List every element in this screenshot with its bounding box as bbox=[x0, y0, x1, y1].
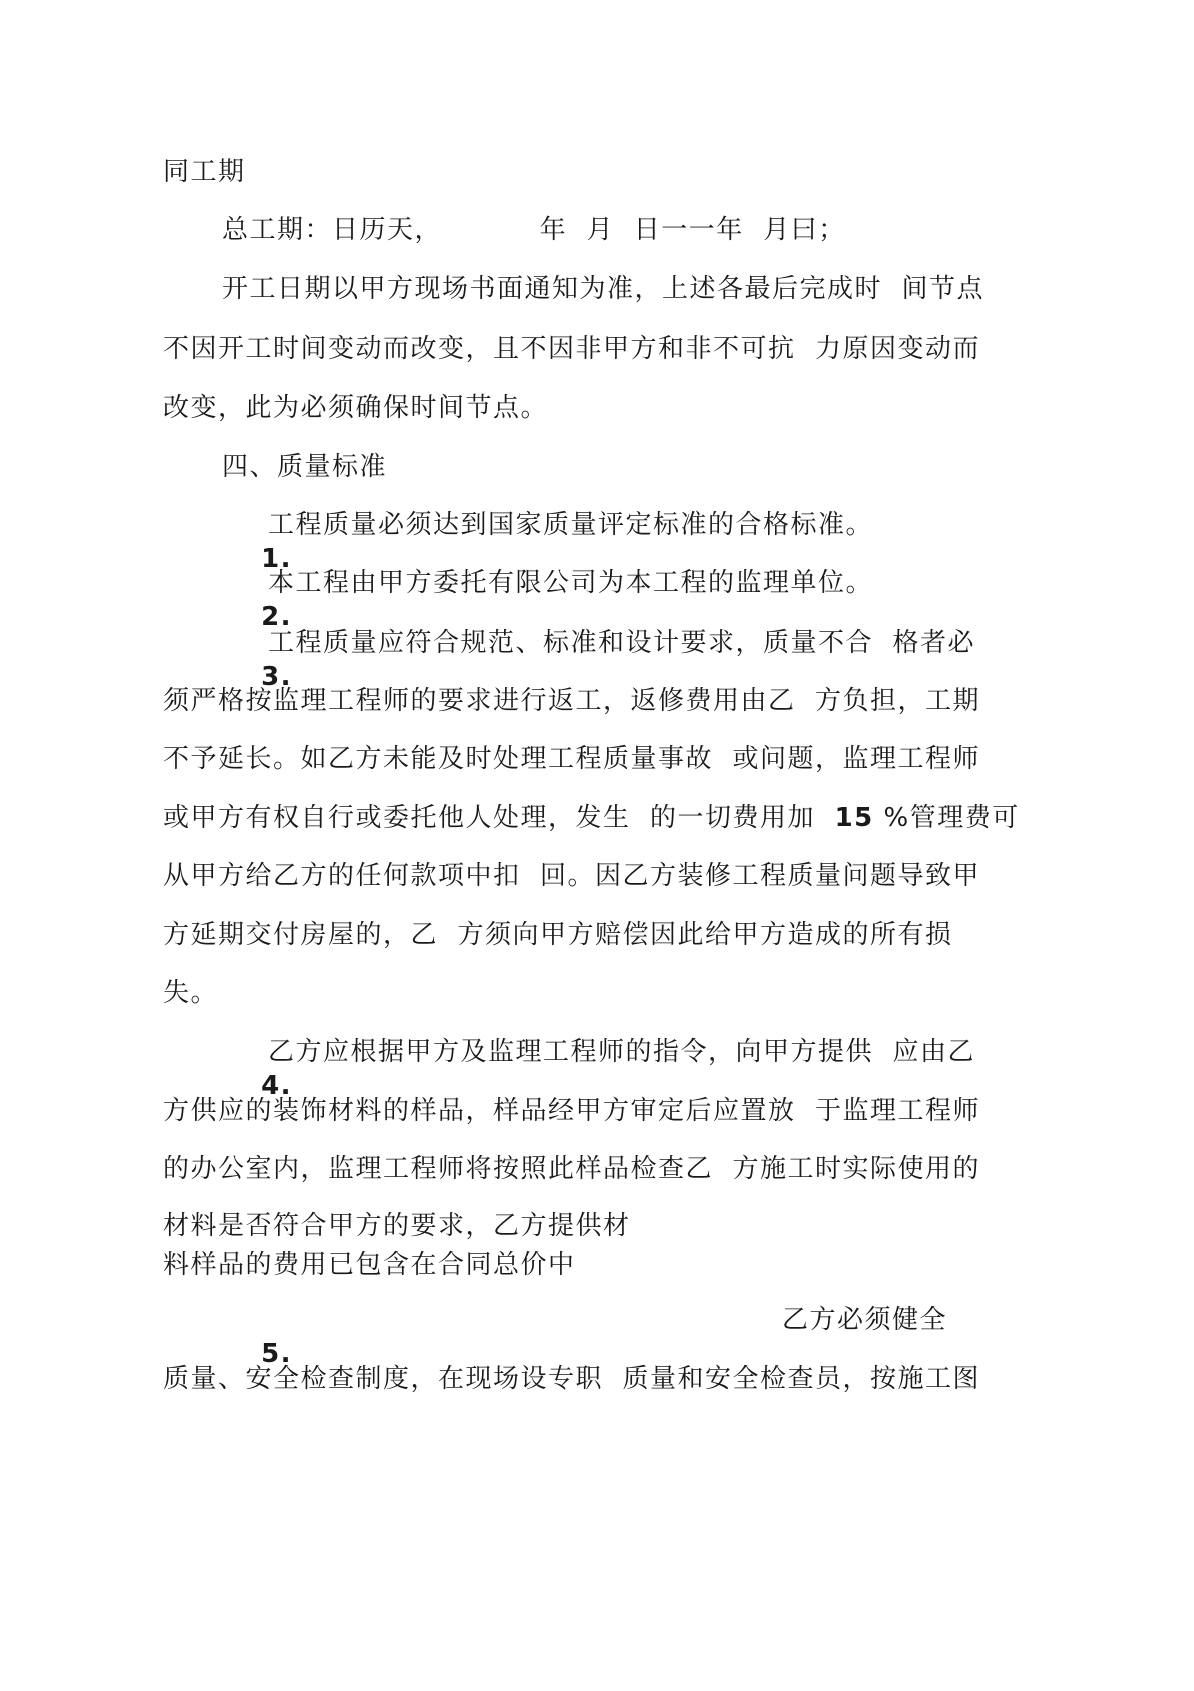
item-text: 工程质量应符合规范、标准和设计要求，质量不合 格者必 bbox=[268, 628, 976, 658]
text-line: 须严格按监理工程师的要求进行返工，返修费用由乙 方负担，工期 bbox=[163, 686, 981, 716]
text-line: 质量、安全检查制度，在现场设专职 质量和安全检查员，按施工图 bbox=[163, 1364, 981, 1394]
text-line: 不因开工时间变动而改变，且不因非甲方和非不可抗 力原因变动而 bbox=[163, 334, 981, 364]
text-line: 同工期 bbox=[163, 157, 246, 187]
text-line: 不予延长。如乙方未能及时处理工程质量事故 或问题，监理工程师 bbox=[163, 744, 981, 774]
text-line: 从甲方给乙方的任何款项中扣 回。因乙方装修工程质量问题导致甲 bbox=[163, 861, 981, 891]
item-number: 1. bbox=[261, 544, 293, 574]
text-line: 改变，此为必须确保时间节点。 bbox=[163, 393, 549, 423]
text-line: 料样品的费用已包含在合同总价中 bbox=[163, 1250, 576, 1280]
item-number: 2. bbox=[261, 602, 293, 632]
item-text: 本工程由甲方委托有限公司为本工程的监理单位。 bbox=[268, 568, 874, 598]
item-number: 3. bbox=[261, 662, 293, 692]
text-line bbox=[163, 801, 1020, 835]
text-segment: 或甲方有权自行或委托他人处理，发生 的一切费用加 bbox=[163, 803, 835, 833]
item-number: 5. bbox=[261, 1339, 293, 1369]
item-text: 乙方应根据甲方及监理工程师的指令，向甲方提供 应由乙 bbox=[268, 1037, 976, 1067]
text-line: 开工日期以甲方现场书面通知为准，上述各最后完成时 间节点 bbox=[222, 274, 985, 304]
item-text: 工程质量必须达到国家质量评定标准的合格标准。 bbox=[268, 510, 874, 540]
text-line: 失。 bbox=[163, 978, 219, 1008]
text-line: 方供应的装饰材料的样品，样品经甲方审定后应置放 于监理工程师 bbox=[163, 1096, 981, 1126]
text-line: 材料是否符合甲方的要求，乙方提供材 bbox=[163, 1211, 631, 1241]
text-segment: %管理费可 bbox=[873, 803, 1020, 833]
text-line: 乙方必须健全 bbox=[782, 1305, 948, 1335]
section-heading: 四、质量标准 bbox=[222, 452, 388, 482]
text-line: 方延期交付房屋的，乙 方须向甲方赔偿因此给甲方造成的所有损 bbox=[163, 920, 953, 950]
text-line: 的办公室内，监理工程师将按照此样品检查乙 方施工时实际使用的 bbox=[163, 1154, 981, 1184]
text-line: 总工期：日历天， 年 月 日一一年 月曰； bbox=[222, 215, 846, 245]
item-number: 4. bbox=[261, 1071, 293, 1101]
percentage-number: 15 bbox=[834, 803, 874, 833]
